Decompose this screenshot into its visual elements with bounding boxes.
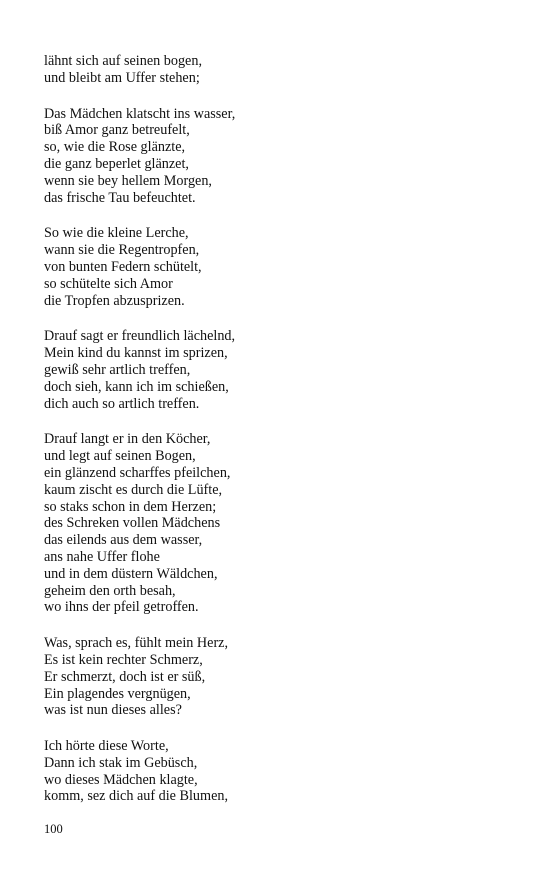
page-number: 100 bbox=[44, 822, 63, 836]
verse-line: Mein kind du kannst im sprizen, bbox=[44, 345, 228, 362]
stanza bbox=[44, 431, 504, 616]
verse-line: Drauf langt er in den Köcher, bbox=[44, 431, 211, 448]
stanza bbox=[44, 635, 504, 719]
verse-line: Ein plagendes vergnügen, bbox=[44, 685, 191, 702]
verse-line: Das Mädchen klatscht ins wasser, bbox=[44, 105, 236, 122]
verse-line: so staks schon in dem Herzen; bbox=[44, 498, 217, 515]
verse-line: das frische Tau befeuchtet. bbox=[44, 189, 196, 206]
verse-line: biß Amor ganz betreufelt, bbox=[44, 122, 190, 139]
verse-line: Es ist kein rechter Schmerz, bbox=[44, 651, 203, 668]
verse-line: dich auch so artlich treffen. bbox=[44, 395, 200, 412]
verse-line: ans nahe Uffer flohe bbox=[44, 548, 160, 565]
verse-line: Was, sprach es, fühlt mein Herz, bbox=[44, 635, 229, 652]
verse-line: und bleibt am Uffer stehen; bbox=[44, 69, 200, 86]
verse-line: Er schmerzt, doch ist er süß, bbox=[44, 668, 206, 685]
stanza bbox=[44, 738, 504, 805]
stanza bbox=[44, 53, 504, 87]
verse-line: doch sieh, kann ich im schießen, bbox=[44, 378, 229, 395]
verse-line: Dann ich stak im Gebüsch, bbox=[44, 754, 198, 771]
verse-line: ein glänzend scharffes pfeilchen, bbox=[44, 464, 231, 481]
stanza bbox=[44, 225, 504, 309]
verse-line: die ganz beperlet glänzet, bbox=[44, 155, 189, 172]
verse-line: und legt auf seinen Bogen, bbox=[44, 448, 196, 465]
verse-line: kaum zischt es durch die Lüfte, bbox=[44, 481, 223, 498]
verse-line: lähnt sich auf seinen bogen, bbox=[44, 53, 202, 69]
verse-line: was ist nun dieses alles? bbox=[44, 702, 182, 719]
verse-line: Drauf sagt er freundlich lächelnd, bbox=[44, 328, 236, 345]
verse-line: die Tropfen abzusprizen. bbox=[44, 292, 185, 309]
verse-line: wo ihns der pfeil getroffen. bbox=[44, 599, 199, 616]
verse-line: so schütelte sich Amor bbox=[44, 275, 173, 292]
verse-line: so, wie die Rose glänzte, bbox=[44, 139, 186, 156]
stanza bbox=[44, 106, 504, 207]
verse-line: geheim den orth besah, bbox=[44, 582, 176, 599]
stanza bbox=[44, 328, 504, 412]
verse-line: So wie die kleine Lerche, bbox=[44, 225, 189, 242]
verse-line: wenn sie bey hellem Morgen, bbox=[44, 172, 212, 189]
verse-line: gewiß sehr artlich treffen, bbox=[44, 361, 191, 378]
verse-line: von bunten Federn schütelt, bbox=[44, 258, 202, 275]
verse-line: wann sie die Regentropfen, bbox=[44, 242, 200, 259]
verse-line: und in dem düstern Wäldchen, bbox=[44, 565, 218, 582]
poem-body bbox=[44, 53, 504, 824]
verse-line: komm, sez dich auf die Blumen, bbox=[44, 788, 229, 805]
verse-line: das eilends aus dem wasser, bbox=[44, 532, 203, 549]
verse-line: wo dieses Mädchen klagte, bbox=[44, 771, 198, 788]
verse-line: Ich hörte diese Worte, bbox=[44, 738, 169, 755]
verse-line: des Schreken vollen Mädchens bbox=[44, 515, 221, 532]
